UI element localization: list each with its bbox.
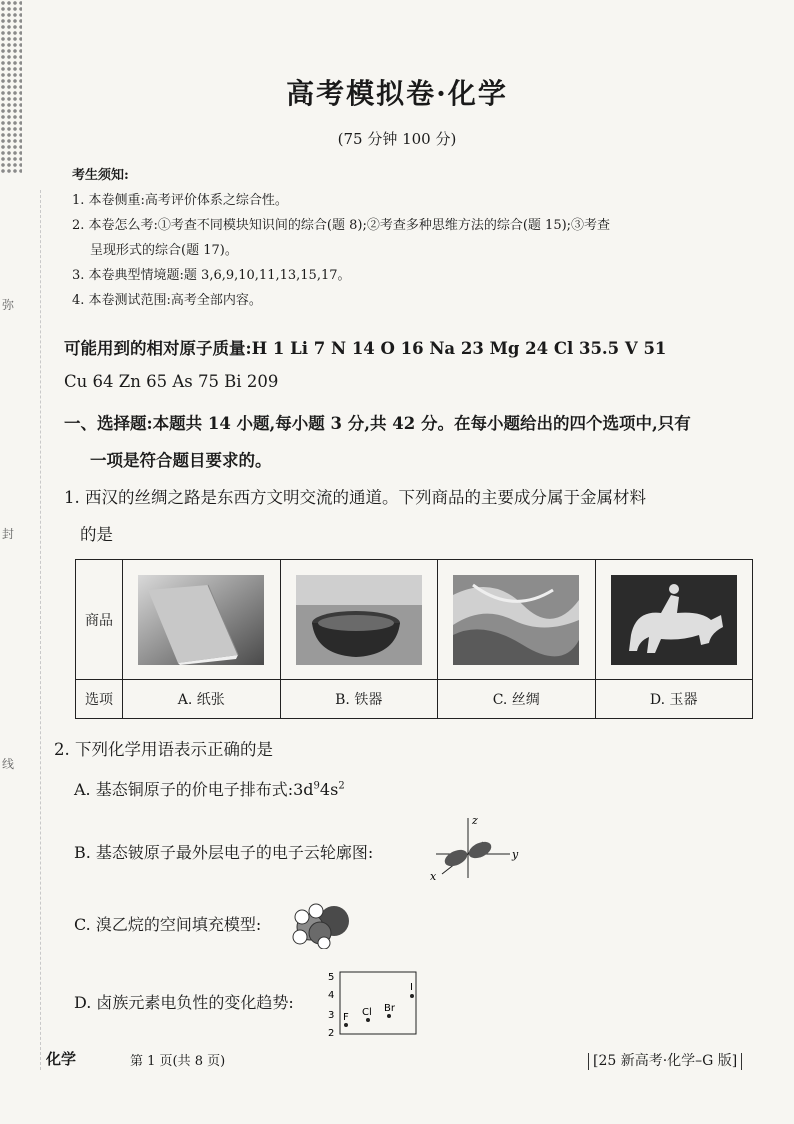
- option-b-image-cell: [280, 560, 438, 680]
- option-b-label: B. 铁器: [280, 680, 438, 719]
- notice-item: 呈现形式的综合(题 17)。: [90, 243, 238, 258]
- margin-mark-xian: 线: [2, 757, 15, 771]
- notice-item: 1. 本卷侧重:高考评价体系之综合性。: [72, 193, 288, 208]
- notice-item: 3. 本卷典型情境题:题 3,6,9,10,11,13,15,17。: [72, 268, 351, 283]
- option-a-image-cell: [123, 560, 281, 680]
- axis-label-z: z: [472, 814, 478, 827]
- data-point-f: [344, 1023, 348, 1027]
- option-a-text-mid: 4s: [319, 780, 339, 799]
- margin-mark-feng: 封: [2, 527, 15, 541]
- axis-label-y: y: [512, 848, 519, 861]
- option-a-text: A. 基态铜原子的价电子排布式:3d: [74, 780, 314, 799]
- notice-heading: 考生须知:: [72, 168, 129, 183]
- question-1-stem-cont: 的是: [80, 525, 113, 544]
- paper-image: [138, 575, 264, 665]
- option-b-text: B. 基态铍原子最外层电子的电子云轮廓图:: [74, 843, 374, 862]
- p-orbital-diagram: [428, 812, 528, 882]
- superscript: 2: [338, 780, 345, 792]
- superscript: 9: [313, 780, 320, 792]
- electronegativity-chart: [326, 968, 420, 1040]
- page-subtitle: (75 分钟 100 分): [337, 130, 457, 148]
- tick-label: 5: [328, 972, 335, 983]
- option-d-image-cell: [595, 560, 753, 680]
- axis-label-x: x: [430, 870, 437, 882]
- option-d-text: D. 卤族元素电负性的变化趋势:: [74, 993, 294, 1012]
- question-1-table: [75, 559, 753, 719]
- tick-label: 4: [328, 990, 335, 1001]
- footer-subject: 化学: [46, 1050, 77, 1068]
- question-2-option-a: [74, 777, 345, 800]
- element-label-i: I: [410, 982, 413, 993]
- element-label-f: F: [343, 1012, 349, 1023]
- element-label-br: Br: [384, 1003, 395, 1014]
- element-label-cl: Cl: [362, 1007, 372, 1018]
- footer-page-number: 第 1 页(共 8 页): [130, 1054, 226, 1069]
- question-2-option-d: [74, 990, 294, 1013]
- option-c-label: C. 丝绸: [438, 680, 596, 719]
- footer-edition: [25 新高考·化学–G 版]: [588, 1053, 742, 1070]
- question-1-stem: 1. 西汉的丝绸之路是东西方文明交流的通道。下列商品的主要成分属于金属材料: [64, 488, 646, 507]
- option-c-text: C. 溴乙烷的空间填充模型:: [74, 915, 262, 934]
- section-heading-line-2: 一项是符合题目要求的。: [90, 451, 272, 470]
- question-2-option-b: [74, 840, 373, 863]
- binding-line: [40, 190, 41, 1070]
- option-a-label: A. 纸张: [123, 680, 281, 719]
- table-row-header-option: 选项: [76, 680, 123, 719]
- data-point-cl: [366, 1018, 370, 1022]
- atomic-mass-line-2: Cu 64 Zn 65 As 75 Bi 209: [64, 372, 279, 391]
- exam-notice: [72, 163, 610, 313]
- table-row-header-goods: 商品: [76, 560, 123, 680]
- section-heading-line-1: 一、选择题:本题共 14 小题,每小题 3 分,共 42 分。在每小题给出的四个选项中,只有: [64, 414, 691, 433]
- option-d-label: D. 玉器: [595, 680, 753, 719]
- bromoethane-model: [290, 903, 354, 949]
- data-point-br: [387, 1014, 391, 1018]
- notice-item: 2. 本卷怎么考:①考查不同模块知识间的综合(题 8);②考查多种思维方法的综合(题 15);③考查: [72, 218, 611, 233]
- data-point-i: [410, 994, 414, 998]
- notice-item: 4. 本卷测试范围:高考全部内容。: [72, 293, 262, 308]
- tick-label: 3: [328, 1010, 335, 1021]
- margin-mark-mi: 弥: [2, 298, 15, 312]
- iron-bowl-image: [296, 575, 422, 665]
- page-title: 高考模拟卷·化学: [286, 77, 508, 110]
- jade-horse-image: [611, 575, 737, 665]
- tick-label: 2: [328, 1028, 335, 1039]
- option-c-image-cell: [438, 560, 596, 680]
- atomic-mass-line-1: 可能用到的相对原子质量:H 1 Li 7 N 14 O 16 Na 23 Mg 24 Cl 35.5 V 51: [64, 339, 667, 358]
- question-2-option-c: [74, 912, 261, 935]
- silk-image: [453, 575, 579, 665]
- question-2-stem: 2. 下列化学用语表示正确的是: [54, 740, 273, 759]
